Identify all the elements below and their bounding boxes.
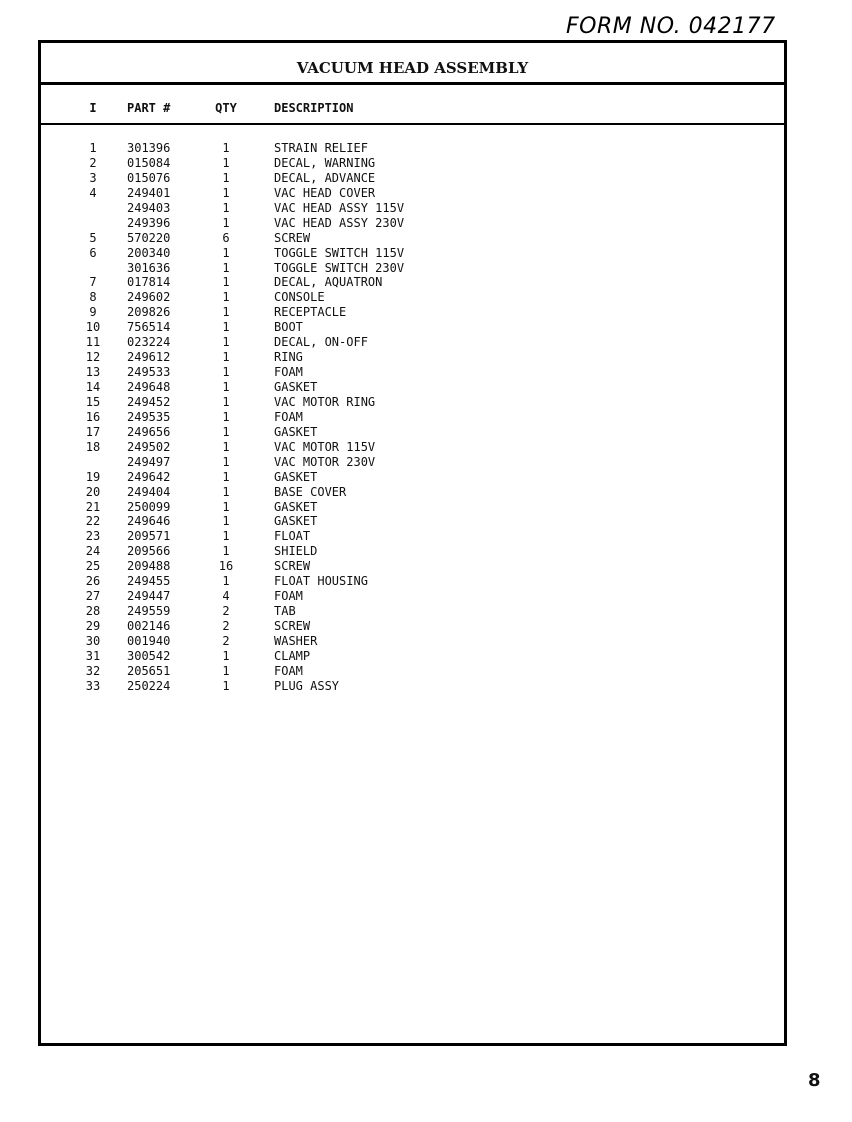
row-description: DECAL, AQUATRON [274,275,383,290]
row-part-number: 001940 [127,633,171,648]
row-part-number: 249455 [127,574,171,589]
row-item: 4 [89,185,97,200]
row-qty: 1 [222,544,230,559]
row-part-number: 301636 [127,260,171,275]
row-description: FOAM [274,589,303,604]
row-qty: 1 [222,305,230,320]
table-row [41,440,784,455]
row-part-number: 249396 [127,215,171,230]
form-number: FORM NO. 042177 [566,14,776,39]
table-row [41,529,784,544]
table-row [41,395,784,410]
table-row [41,261,784,276]
row-part-number: 300542 [127,648,171,663]
table-row [41,275,784,290]
row-description: FLOAT [274,529,311,544]
row-description: CONSOLE [274,290,325,305]
row-part-number: 249497 [127,454,171,469]
table-row [41,335,784,350]
row-description: GASKET [274,499,318,514]
table-row [41,589,784,604]
row-description: FOAM [274,409,303,424]
table-row [41,455,784,470]
table-row [41,574,784,589]
parts-list-frame [38,40,787,1046]
row-description: SHIELD [274,544,318,559]
row-description: VAC MOTOR 230V [274,454,376,469]
row-part-number: 756514 [127,320,171,335]
row-item: 29 [85,619,101,633]
table-row [41,544,784,559]
page-number: 8 [808,1070,821,1091]
row-item: 8 [89,290,97,305]
row-qty: 1 [222,409,230,424]
row-part-number: 209566 [127,544,171,559]
row-item: 32 [85,663,101,678]
row-description: WASHER [274,633,318,648]
table-row [41,470,784,485]
row-item: 2 [89,155,97,170]
row-part-number: 249447 [127,589,171,604]
row-description: VAC HEAD ASSY 230V [274,215,405,230]
row-description: VAC HEAD ASSY 115V [274,200,405,215]
row-item: 33 [85,678,101,693]
row-item: 31 [85,648,101,663]
row-item: 25 [85,559,101,574]
table-row [41,201,784,216]
row-part-number: 015076 [127,170,171,185]
row-qty: 2 [222,633,230,648]
row-part-number: 250099 [127,499,171,514]
table-row [41,231,784,246]
row-qty: 1 [222,424,230,439]
row-part-number: 023224 [127,335,171,350]
row-qty: 1 [222,454,230,469]
table-row [41,156,784,171]
table-row [41,380,784,395]
row-item: 13 [85,365,101,380]
table-row [41,290,784,305]
row-item: 16 [85,409,101,424]
row-description: TOGGLE SWITCH 230V [274,260,405,275]
table-row [41,350,784,365]
row-qty: 16 [218,559,234,574]
row-description: SCREW [274,559,311,574]
header-qty: QTY [215,101,237,115]
row-qty: 1 [222,335,230,350]
row-part-number: 205651 [127,663,171,678]
row-description: TOGGLE SWITCH 115V [274,245,405,260]
row-part-number: 209488 [127,559,171,574]
parts-table-body [41,141,784,694]
table-row [41,365,784,380]
row-qty: 2 [222,619,230,633]
row-qty: 1 [222,170,230,185]
row-qty: 2 [222,604,230,619]
row-part-number: 249648 [127,380,171,394]
row-part-number: 570220 [127,230,171,245]
row-qty: 1 [222,155,230,170]
table-row [41,246,784,261]
table-row [41,305,784,320]
row-description: DECAL, WARNING [274,155,376,170]
row-qty: 1 [222,141,230,155]
row-qty: 1 [222,215,230,230]
row-item: 10 [85,320,101,335]
row-item: 17 [85,424,101,439]
row-qty: 1 [222,185,230,200]
row-part-number: 015084 [127,155,171,170]
table-row [41,216,784,231]
table-row [41,679,784,694]
row-qty: 1 [222,574,230,589]
row-part-number: 209571 [127,529,171,544]
row-part-number: 249535 [127,409,171,424]
row-description: SCREW [274,230,311,245]
row-part-number: 249404 [127,484,171,499]
row-qty: 1 [222,678,230,693]
table-row [41,410,784,425]
row-description: FOAM [274,365,303,380]
row-item: 22 [85,514,101,529]
row-description: VAC MOTOR 115V [274,439,376,454]
row-description: BASE COVER [274,484,347,499]
row-qty: 1 [222,320,230,335]
row-part-number: 249612 [127,350,171,365]
table-header [41,85,784,125]
row-description: RECEPTACLE [274,305,347,320]
row-qty: 4 [222,589,230,604]
row-qty: 1 [222,648,230,663]
table-row [41,619,784,634]
table-row [41,500,784,515]
row-part-number: 249656 [127,424,171,439]
row-description: TAB [274,604,296,619]
row-qty: 1 [222,514,230,529]
row-part-number: 209826 [127,305,171,320]
row-description: GASKET [274,514,318,529]
row-qty: 1 [222,290,230,305]
row-item: 28 [85,604,101,619]
title-row [41,43,784,85]
row-item: 9 [89,305,97,320]
row-description: RING [274,350,303,365]
header-description: DESCRIPTION [274,101,354,115]
table-row [41,186,784,201]
row-description: GASKET [274,424,318,439]
row-description: BOOT [274,320,303,335]
row-item: 20 [85,484,101,499]
row-description: PLUG ASSY [274,678,340,693]
row-qty: 1 [222,469,230,484]
row-item: 18 [85,439,101,454]
row-part-number: 249602 [127,290,171,305]
table-row [41,514,784,529]
table-row [41,171,784,186]
row-qty: 1 [222,245,230,260]
row-description: SCREW [274,619,311,633]
row-item: 5 [89,230,97,245]
row-description: DECAL, ON-OFF [274,335,368,350]
row-description: FOAM [274,663,303,678]
row-part-number: 002146 [127,619,171,633]
row-part-number: 017814 [127,275,171,290]
row-description: VAC MOTOR RING [274,394,376,409]
row-part-number: 249502 [127,439,171,454]
row-item: 26 [85,574,101,589]
row-part-number: 249452 [127,394,171,409]
row-qty: 1 [222,200,230,215]
row-description: VAC HEAD COVER [274,185,376,200]
row-part-number: 249646 [127,514,171,529]
table-row [41,604,784,619]
table-row [41,485,784,500]
row-qty: 1 [222,439,230,454]
row-item: 6 [89,245,97,260]
page-title: VACUUM HEAD ASSEMBLY [296,59,529,77]
row-description: GASKET [274,380,318,394]
table-row [41,559,784,574]
row-qty: 1 [222,380,230,394]
table-row [41,664,784,679]
table-row [41,141,784,156]
row-part-number: 200340 [127,245,171,260]
row-qty: 1 [222,484,230,499]
row-item: 21 [85,499,101,514]
table-row [41,649,784,664]
row-item: 27 [85,589,101,604]
table-row [41,634,784,649]
row-item: 24 [85,544,101,559]
row-item: 12 [85,350,101,365]
table-row [41,320,784,335]
row-item: 14 [85,380,101,394]
row-part-number: 249403 [127,200,171,215]
table-row [41,425,784,440]
row-item: 7 [89,275,97,290]
row-description: CLAMP [274,648,311,663]
row-qty: 1 [222,499,230,514]
row-description: GASKET [274,469,318,484]
row-item: 11 [85,335,101,350]
row-qty: 1 [222,394,230,409]
row-part-number: 249401 [127,185,171,200]
row-description: STRAIN RELIEF [274,141,368,155]
row-qty: 1 [222,350,230,365]
row-qty: 1 [222,529,230,544]
row-item: 30 [85,633,101,648]
row-part-number: 301396 [127,141,171,155]
row-description: DECAL, ADVANCE [274,170,376,185]
row-part-number: 249559 [127,604,171,619]
row-item: 3 [89,170,97,185]
row-qty: 1 [222,260,230,275]
row-description: FLOAT HOUSING [274,574,368,589]
row-part-number: 249642 [127,469,171,484]
row-item: 19 [85,469,101,484]
row-qty: 6 [222,230,230,245]
header-item: I [89,101,97,115]
row-part-number: 250224 [127,678,171,693]
row-item: 23 [85,529,101,544]
row-part-number: 249533 [127,365,171,380]
row-qty: 1 [222,275,230,290]
row-qty: 1 [222,365,230,380]
row-item: 15 [85,394,101,409]
row-qty: 1 [222,663,230,678]
header-part: PART # [127,101,171,115]
row-item: 1 [89,141,97,155]
